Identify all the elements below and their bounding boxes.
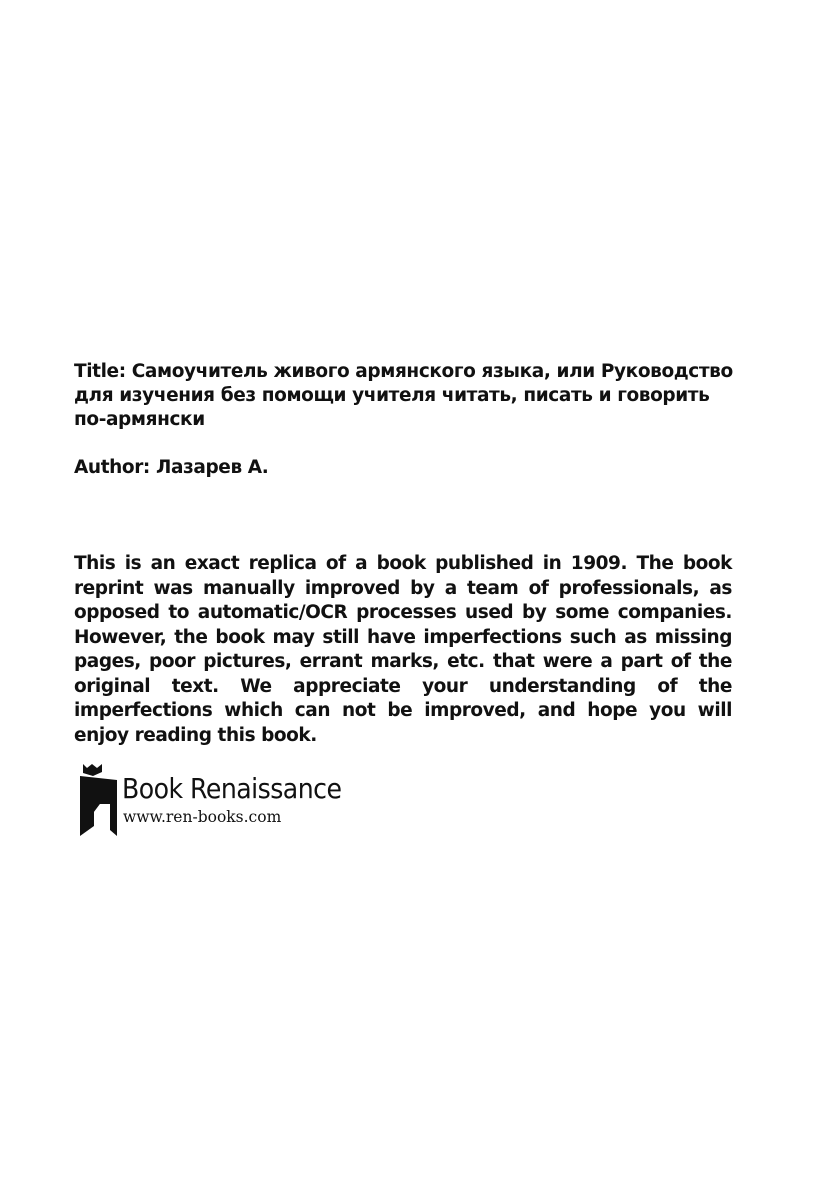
publisher-logo — [80, 760, 380, 840]
book-title: Title: Самоучитель живого армянского языка, или Руководство для изучения без помощи учителя читать, писать и говорить по-армянски — [74, 361, 733, 430]
replica-notice: This is an exact replica of a book published in 1909. The book reprint was manually improved by a team of professionals, as opposed to automatic/OCR processes used by some companies. However, the book may still have imperfections such as missing pages, poor pictures, errant marks, etc. that were a part of the original text. We appreciate your understanding of the imperfections which can not be improved, and hope you will enjoy reading this book. — [74, 553, 732, 746]
publisher-url: www.ren-books.com — [123, 808, 282, 826]
castle-tower-icon — [80, 760, 118, 836]
book-author: Author: Лазарев А. — [74, 457, 269, 478]
publisher-name: Book Renaissance — [122, 772, 342, 805]
